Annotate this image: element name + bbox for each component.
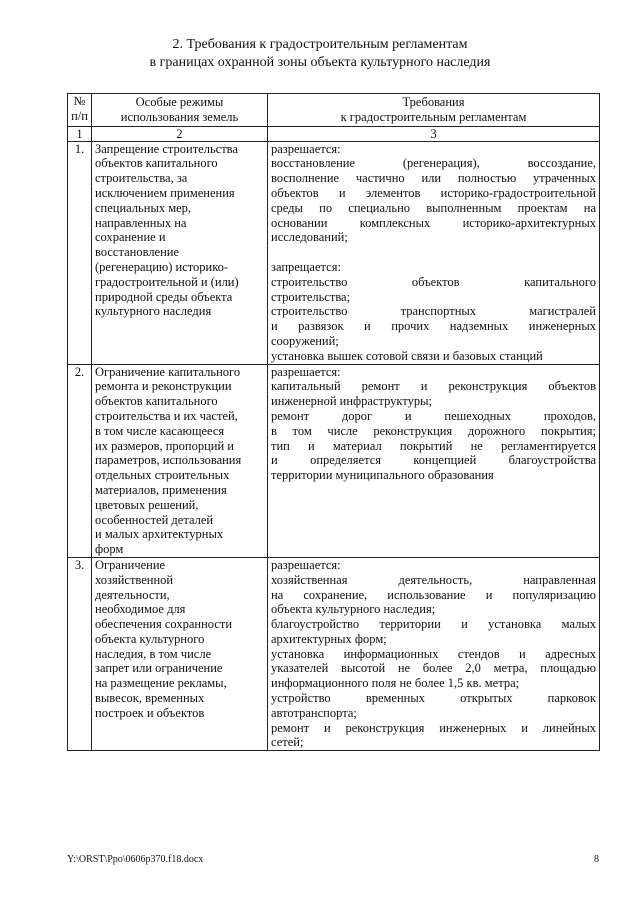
requirement-text-line: инженерной инфраструктуры;	[271, 394, 432, 409]
mode-text-line: необходимое для	[95, 602, 186, 617]
mode-text-line: вывесок, временных	[95, 691, 205, 706]
requirement-text-line: сооружений;	[271, 333, 339, 348]
requirement-text-line: запрещается:	[271, 259, 341, 274]
mode-text-line: культурного наследия	[95, 304, 212, 319]
page-number: 8	[594, 854, 599, 865]
mode-text-line: (регенерацию) историко-	[95, 259, 229, 274]
mode-text-line: объектов капитального	[95, 394, 218, 409]
mode-text-line: параметров, использования	[95, 453, 242, 468]
section-title	[0, 36, 640, 72]
requirement-text-line: разрешается:	[271, 557, 341, 572]
requirement-text-line: восполнение частично или полностью утраченных	[271, 171, 596, 186]
requirement-text-line: строительства;	[271, 289, 351, 304]
mode-cell	[92, 557, 268, 750]
mode-text-line: специальных мер,	[95, 200, 192, 215]
requirement-text-line: в том числе реконструкция дорожного покрытия;	[271, 423, 596, 438]
requirement-text-line: ремонт и реконструкция инженерных и линейных	[271, 720, 596, 735]
mode-text-line: объекта культурного	[95, 631, 205, 646]
header-number	[68, 94, 92, 127]
requirement-text-line: основании комплексных историко-архитектурных	[271, 215, 596, 230]
header-requirements	[268, 94, 600, 127]
requirement-text-line: объектов и элементов историко-градостроительной	[271, 185, 596, 200]
requirement-text-line: ремонт дорог и пешеходных проходов,	[271, 408, 596, 423]
mode-text-line: и малых архитектурных	[95, 527, 224, 542]
requirement-text-line: капитальный ремонт и реконструкция объектов	[271, 379, 596, 394]
mode-text-line: восстановление	[95, 245, 180, 260]
mode-text-line: форм	[95, 542, 124, 557]
mode-text-line: Ограничение капитального	[95, 364, 241, 379]
mode-text-line: их размеров, пропорций и	[95, 438, 234, 453]
table-row	[68, 141, 600, 364]
requirement-text-line: указателей высотой не более 2,0 метра, площадью	[271, 661, 596, 676]
mode-text-line: сохранение и	[95, 230, 166, 245]
requirement-text-line: тип и материал покрытий не регламентируется	[271, 438, 596, 453]
mode-text-line: запрет или ограничение	[95, 661, 223, 676]
mode-text-line: наследия, в том числе	[95, 646, 212, 661]
requirement-text-line: и развязок и прочих надземных инженерных	[271, 319, 596, 334]
mode-text-line: построек и объектов	[95, 705, 205, 720]
requirements-cell	[268, 364, 600, 557]
table-row	[68, 557, 600, 750]
requirements-cell	[268, 141, 600, 364]
mode-text-line: строительства, за	[95, 171, 188, 186]
requirement-text-line: установка вышек сотовой связи и базовых станций	[271, 348, 543, 363]
mode-cell	[92, 141, 268, 364]
mode-text-line: обеспечения сохранности	[95, 617, 233, 632]
requirement-text-line: автотранспорта;	[271, 705, 357, 720]
mode-text-line: в том числе касающееся	[95, 423, 225, 438]
requirement-text-line: хозяйственная деятельность, направленная	[271, 572, 596, 587]
header-modes-line: использования земель	[120, 109, 239, 124]
requirements-table	[67, 93, 600, 751]
section-title-line-2: в границах охранной зоны объекта культурного наследия	[149, 55, 491, 70]
requirement-text-line: и определяется концепцией благоустройства	[271, 453, 596, 468]
requirement-text-line: на сохранение, использование и популяризацию	[271, 587, 596, 602]
mode-text-line: на размещение рекламы,	[95, 676, 227, 691]
mode-text-line: цветовых решений,	[95, 497, 199, 512]
requirement-text-line: архитектурных форм;	[271, 631, 387, 646]
header-number-line: п/п	[71, 108, 88, 123]
requirement-text-line: среды по специально выполненным проектам на	[271, 200, 596, 215]
mode-text-line: Запрещение строительства	[95, 141, 238, 156]
requirement-text-line: строительство объектов капитального	[271, 274, 596, 289]
mode-text-line: хозяйственной	[95, 572, 174, 587]
column-number-row	[68, 126, 600, 141]
blank-line	[271, 245, 596, 260]
requirement-text-line: устройство временных открытых парковок	[271, 691, 596, 706]
mode-text-line: объектов капитального	[95, 156, 218, 171]
mode-text-line: исключением применения	[95, 185, 235, 200]
requirement-text-line: территории муниципального образования	[271, 468, 494, 483]
mode-text-line: отдельных строительных	[95, 468, 230, 483]
requirement-text-line: установка информационных стендов и адресных	[271, 646, 596, 661]
file-path: Y:\ORST\Ppo\0606p370.f18.docx	[67, 854, 204, 865]
mode-text-line: градостроительной и (или)	[95, 274, 239, 289]
row-number: 1.	[68, 141, 92, 364]
row-number: 3.	[68, 557, 92, 750]
header-number-line: №	[73, 94, 86, 108]
header-requirements-line: к градостроительным регламентам	[340, 109, 527, 124]
requirements-cell	[268, 557, 600, 750]
mode-text-line: направленных на	[95, 215, 187, 230]
header-modes	[92, 94, 268, 127]
mode-text-line: строительства и их частей,	[95, 408, 238, 423]
column-number: 3	[268, 126, 600, 141]
mode-text-line: материалов, применения	[95, 482, 227, 497]
mode-text-line: особенностей деталей	[95, 512, 214, 527]
requirement-text-line: восстановление (регенерация), воссоздание,	[271, 156, 596, 171]
mode-text-line: деятельности,	[95, 587, 170, 602]
column-number: 2	[92, 126, 268, 141]
mode-text-line: Ограничение	[95, 557, 166, 572]
table-row	[68, 364, 600, 557]
mode-cell	[92, 364, 268, 557]
header-modes-line: Особые режимы	[135, 95, 224, 109]
column-number: 1	[68, 126, 92, 141]
mode-text-line: ремонта и реконструкции	[95, 379, 232, 394]
requirement-text-line: разрешается:	[271, 141, 341, 156]
requirement-text-line: строительство транспортных магистралей	[271, 304, 596, 319]
table-header-row	[68, 94, 600, 127]
requirement-text-line: объекта культурного наследия;	[271, 602, 436, 617]
requirement-text-line: исследований;	[271, 230, 348, 245]
requirement-text-line: сетей;	[271, 735, 304, 750]
requirement-text-line: благоустройство территории и установка малых	[271, 617, 596, 632]
header-requirements-line: Требования	[402, 95, 465, 109]
section-title-line-1: 2. Требования к градостроительным регламентам	[172, 37, 468, 52]
requirement-text-line: информационного поля не более 1,5 кв. метра;	[271, 676, 520, 691]
row-number: 2.	[68, 364, 92, 557]
requirement-text-line: разрешается:	[271, 364, 341, 379]
mode-text-line: природной среды объекта	[95, 289, 233, 304]
